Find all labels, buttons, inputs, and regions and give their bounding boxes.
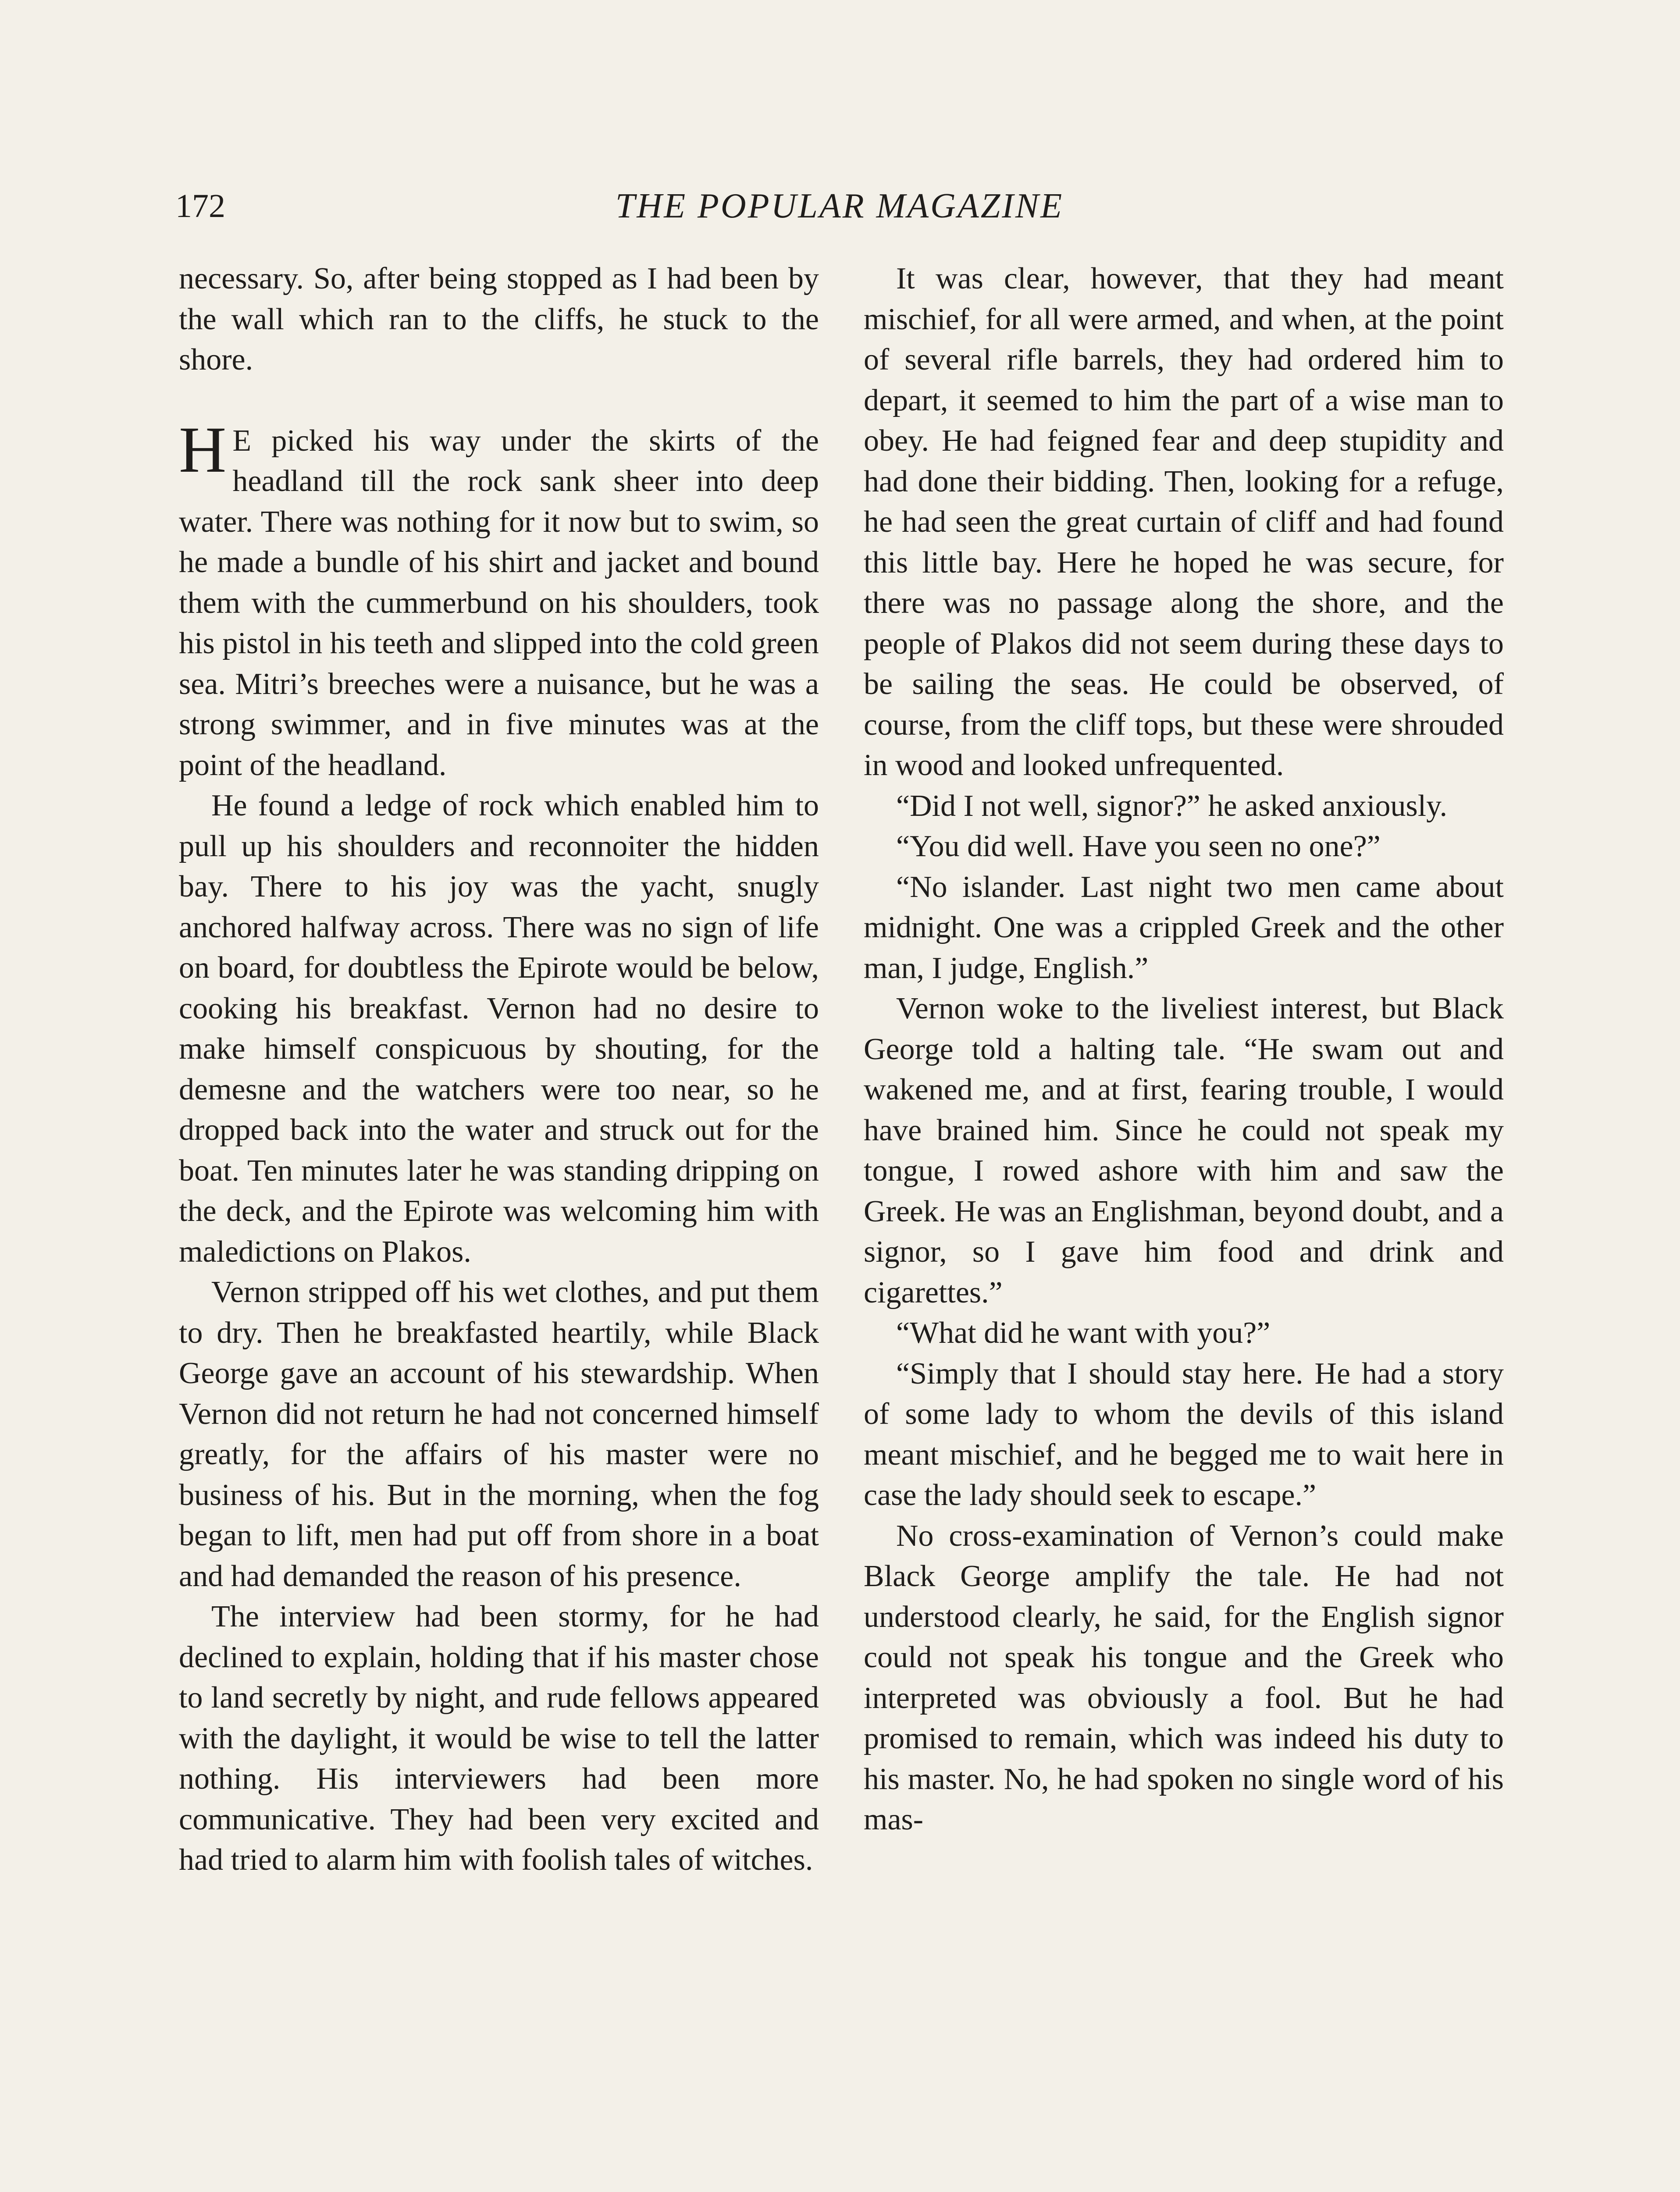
paragraph: “Simply that I should stay here. He had a story of some lady to whom the devils of this island meant mischief, and he begged me to wait here in case the lady should seek to escape.”: [864, 1356, 1504, 1512]
left-column: [179, 259, 819, 1881]
paragraph: It was clear, however, that they had meant mischief, for all were armed, and when, at the point of several rifle barrels, they had ordered him to depart, it seemed to him the part of a wise man to obey. He had feigned fear and deep stupidity and had done their bidding. Then, looking for a refuge, he had seen the great curtain of cliff and had found this little bay. Here he hoped he was secure, for there was no passage along the shore, and the people of Plakos did not seem during these days to be sailing the seas. He could be observed, of course, from the cliff tops, but these were shrouded in wood and looked unfrequented.: [864, 262, 1504, 782]
running-head: THE POPULAR MAGAZINE: [615, 187, 1064, 225]
right-column: [864, 259, 1504, 1840]
paragraph: “What did he want with you?”: [896, 1316, 1271, 1350]
paragraph: “You did well. Have you seen no one?”: [896, 829, 1381, 863]
drop-cap: H: [179, 413, 227, 486]
paragraph: necessary. So, after being stopped as I had been by the wall which ran to the cliffs, he stuck to the shore.: [179, 262, 819, 377]
paragraph: No cross-examination of Vernon’s could make Black George amplify the tale. He had not understood clearly, he said, for the English signor could not speak his tongue and the Greek who interpreted was obviously a fool. But he had promised to remain, which was indeed his duty to his master. No, he had spoken no single word of his mas-: [864, 1519, 1504, 1836]
section-paragraph: [179, 413, 819, 786]
page-header: [175, 184, 1504, 237]
paragraph-text: E picked his way under the skirts of the headland till the rock sank sheer into deep water. There was nothing for it now but to swim, so he made a bundle of his shirt and jacket and bound them with the cummerbund on his shoulders, took his pistol in his teeth and slipped into the cold green sea. Mitri’s breeches were a nuisance, but he was a strong swimmer, and in five minutes was at the point of the headland.: [179, 423, 819, 782]
page-number: 172: [175, 188, 225, 224]
paragraph: The interview had been stormy, for he had declined to explain, holding that if his master chose to land secretly by night, and rude fellows appeared with the daylight, it would be wise to tell the latter nothing. His interviewers had been more communicative. They had been very excited and had tried to alarm him with foolish tales of witches.: [179, 1600, 819, 1877]
paragraph: Vernon woke to the liveliest interest, but Black George told a halting tale. “He swam out and wakened me, and at first, fearing trouble, I would have brained him. Since he could not speak my tongue, I rowed ashore with him and saw the Greek. He was an Englishman, beyond doubt, and a signor, so I gave him food and drink and cigarettes.”: [864, 992, 1504, 1310]
paragraph: “Did I not well, signor?” he asked anxiously.: [896, 789, 1448, 823]
paragraph: Vernon stripped off his wet clothes, and put them to dry. Then he breakfasted heartily, while Black George gave an account of his stewardship. When Vernon did not return he had not concerned himself greatly, for the affairs of his master were no business of his. But in the morning, when the fog began to lift, men had put off from shore in a boat and had demanded the reason of his presence.: [179, 1275, 819, 1593]
paragraph: “No islander. Last night two men came about midnight. One was a crippled Greek and the other man, I judge, English.”: [864, 870, 1504, 985]
paragraph: He found a ledge of rock which enabled him to pull up his shoulders and reconnoiter the hidden bay. There to his joy was the yacht, snugly anchored halfway across. There was no sign of life on board, for doubtless the Epirote would be below, cooking his breakfast. Vernon had no desire to make himself conspicuous by shouting, for the demesne and the watchers were too near, so he dropped back into the water and struck out for the boat. Ten minutes later he was standing dripping on the deck, and the Epirote was welcoming him with maledictions on Plakos.: [179, 789, 819, 1269]
